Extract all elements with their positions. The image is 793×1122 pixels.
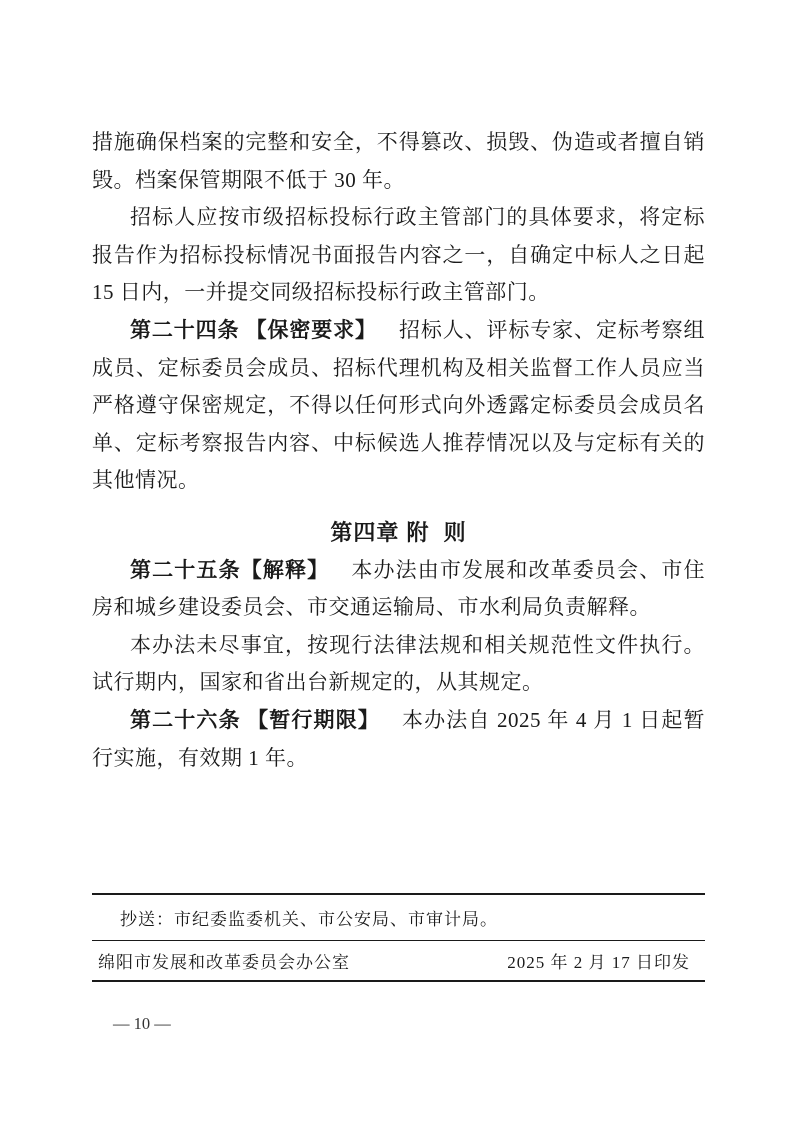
page-number: — 10 —	[113, 1014, 171, 1033]
document-footer	[92, 893, 705, 982]
article-24-confidentiality	[92, 312, 705, 500]
article-26-label: 第二十六条 【暂行期限】	[130, 707, 380, 732]
article-25-label: 第二十五条【解释】	[130, 557, 330, 582]
para-archive-safety	[92, 124, 705, 199]
print-date: 2025 年 2 月 17 日印发	[507, 953, 690, 972]
issue-row	[92, 941, 705, 980]
article-25-text: 本办法由市发展和改革委员会、市住房和城乡建设委员会、市交通运输局、市水利局负责解释。	[92, 557, 705, 620]
footer-rule-bottom	[92, 980, 705, 982]
para-unresolved-matters-text: 本办法未尽事宜，按现行法律法规和相关规范性文件执行。试行期内，国家和省出台新规定的，从其规定。	[92, 632, 705, 695]
chapter-4-heading: 第四章 附 则	[330, 519, 467, 545]
article-26-text: 本办法自 2025 年 4 月 1 日起暂行实施，有效期 1 年。	[92, 707, 706, 770]
para-report-submission	[92, 199, 705, 312]
article-24-text: 招标人、评标专家、定标考察组成员、定标委员会成员、招标代理机构及相关监督工作人员应当严格遵守保密规定，不得以任何形式向外透露定标委员会成员名单、定标考察报告内容、中标候选人推荐情况以及与定标有关的其他情况。	[92, 317, 706, 493]
cc-row	[92, 895, 705, 940]
document-body	[92, 124, 705, 777]
article-24-label: 第二十四条 【保密要求】	[130, 317, 377, 342]
article-25-interpretation	[92, 552, 705, 627]
para-unresolved-matters	[92, 627, 705, 702]
cc-note: 抄送：市纪委监委机关、市公安局、市审计局。	[120, 910, 498, 929]
issuing-office: 绵阳市发展和改革委员会办公室	[98, 953, 350, 972]
article-26-validity	[92, 702, 705, 777]
para-report-submission-text: 招标人应按市级招标投标行政主管部门的具体要求，将定标报告作为招标投标情况书面报告内容之一，自确定中标人之日起 15 日内，一并提交同级招标投标行政主管部门。	[92, 205, 705, 305]
para-archive-safety-text: 措施确保档案的完整和安全，不得篡改、损毁、伪造或者擅自销毁。档案保管期限不低于 30 年。	[92, 130, 705, 192]
